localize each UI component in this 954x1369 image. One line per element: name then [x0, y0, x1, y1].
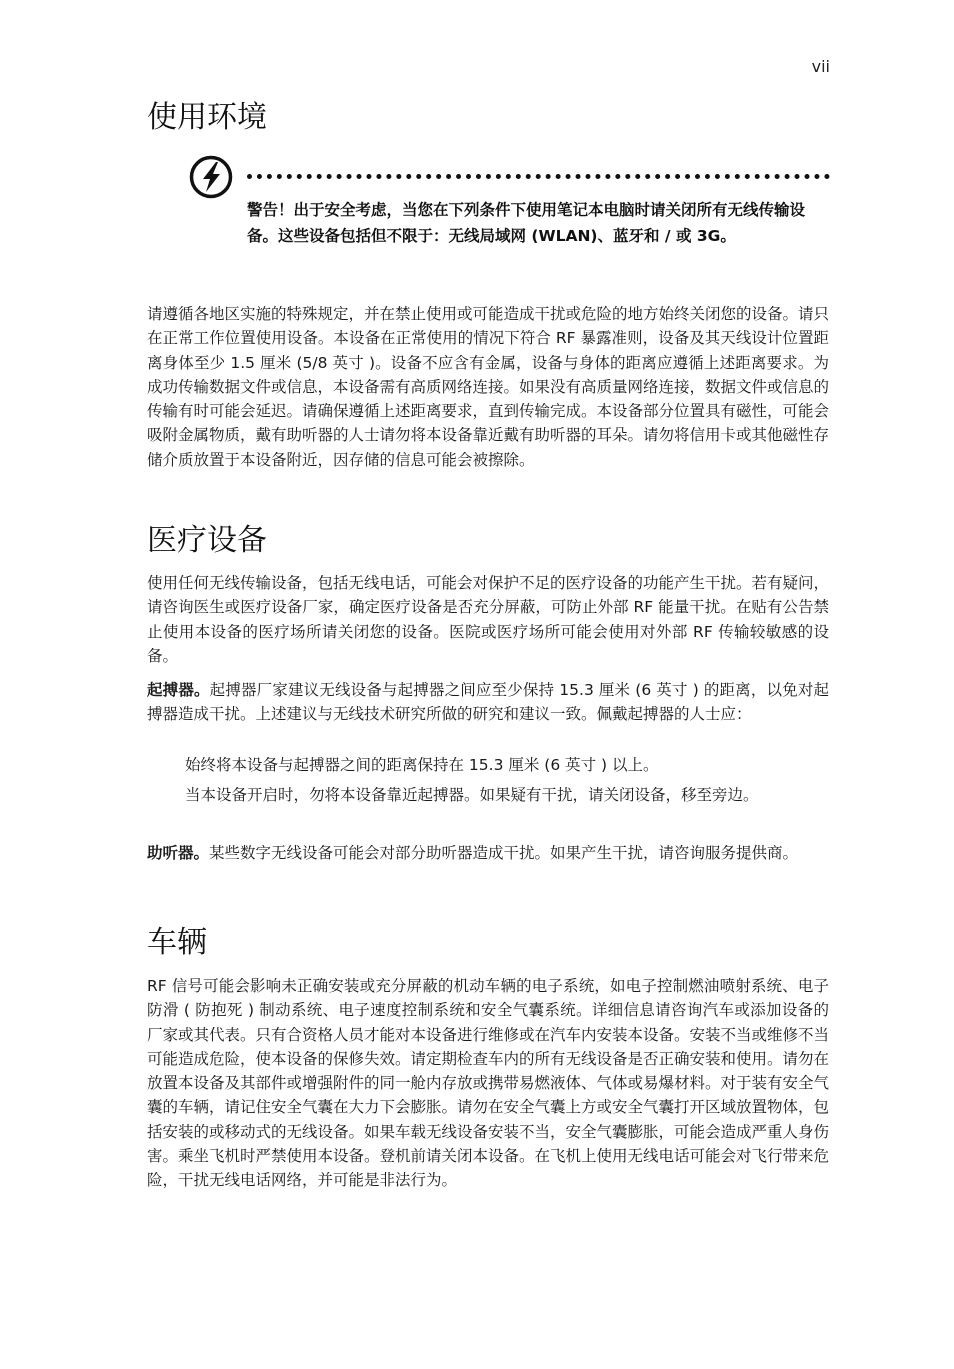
medical-body: 使用任何无线传输设备，包括无线电话，可能会对保护不足的医疗设备的功能产生干扰。若有疑问，请咨询医生或医疗设备厂家，确定医疗设备是否充分屏蔽，可防止外部 RF 能量干扰。在贴有公告禁止使用本设备的医疗场所请关闭您的设备。医院或医疗场所可能会使用对外部 RF 传输较敏感的设备。 — [147, 574, 830, 665]
section-title-vehicles: 车辆 — [147, 925, 207, 960]
pacemaker-bullet-2: 当本设备开启时，勿将本设备靠近起搏器。如果疑有干扰，请关闭设备，移至旁边。 — [185, 786, 759, 804]
pacemaker-bullet-1: 始终将本设备与起搏器之间的距离保持在 15.3 厘米 (6 英寸 ) 以上。 — [185, 756, 659, 774]
hearing-aid-paragraph — [147, 841, 829, 865]
hearing-aid-lead: 助听器。 — [147, 844, 210, 862]
pacemaker-lead: 起搏器。 — [147, 681, 210, 699]
pacemaker-body: 起搏器厂家建议无线设备与起搏器之间应至少保持 15.3 厘米 (6 英寸 ) 的距离，以免对起搏器造成干扰。上述建议与无线技术研究所做的研究和建议一致。佩戴起搏器的人士应： — [147, 681, 829, 724]
hearing-aid-body: 某些数字无线设备可能会对部分助听器造成干扰。如果产生干扰，请咨询服务提供商。 — [209, 844, 799, 862]
section-title-environment: 使用环境 — [147, 100, 267, 135]
warning-divider — [247, 174, 830, 179]
page-number: vii — [811, 57, 830, 76]
lightning-bolt-icon — [189, 155, 233, 199]
environment-body: 请遵循各地区实施的特殊规定，并在禁止使用或可能造成干扰或危险的地方始终关闭您的设备。请只在正常工作位置使用设备。本设备在正常使用的情况下符合 RF 暴露准则，设备及其天线设计位置距离身体至少 1.5 厘米 (5/8 英寸 )。设备不应含有金属，设备与身体的距离应遵循上述距离要求。为成功传输数据文件或信息，本设备需有高质网络连接。如果没有高质量网络连接，数据文件或信息的传输有时可能会延迟。请确保遵循上述距离要求，直到传输完成。本设备部分位置具有磁性，可能会吸附金属物质，戴有助听器的人士请勿将本设备靠近戴有助听器的耳朵。请勿将信用卡或其他磁性存储介质放置于本设备附近，因存储的信息可能会被擦除。 — [147, 305, 830, 469]
vehicles-body: RF 信号可能会影响未正确安装或充分屏蔽的机动车辆的电子系统，如电子控制燃油喷射系统、电子防滑 ( 防抱死 ) 制动系统、电子速度控制系统和安全气囊系统。详细信息请咨询汽车或添加设备的厂家或其代表。只有合资格人员才能对本设备进行维修或在汽车内安装本设备。安装不当或维修不当可能造成危险，使本设备的保修失效。请定期检查车内的所有无线设备是否正确安装和使用。请勿在放置本设备及其部件或增强附件的同一舱内存放或携带易燃液体、气体或易爆材料。对于装有安全气囊的车辆，请记住安全气囊在大力下会膨胀。请勿在安全气囊上方或安全气囊打开区域放置物体，包括安装的或移动式的无线设备。如果车载无线设备安装不当，安全气囊膨胀，可能会造成严重人身伤害。乘坐飞机时严禁使用本设备。登机前请关闭本设备。在飞机上使用无线电话可能会对飞行带来危险，干扰无线电话网络，并可能是非法行为。 — [147, 977, 830, 1190]
pacemaker-paragraph — [147, 678, 829, 727]
section-title-medical: 医疗设备 — [147, 523, 267, 558]
warning-text: 警告！出于安全考虑，当您在下列条件下使用笔记本电脑时请关闭所有无线传输设备。这些设备包括但不限于：无线局域网 (WLAN)、蓝牙和 / 或 3G。 — [247, 201, 806, 245]
